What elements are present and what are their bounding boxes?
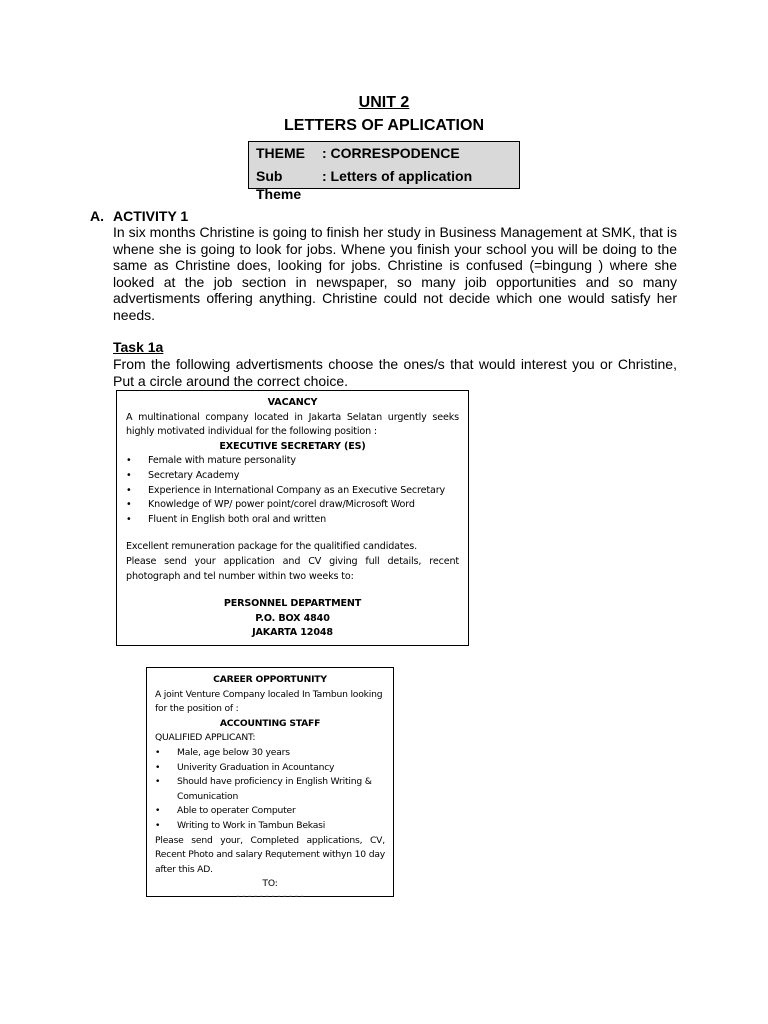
vacancy-advertisement [116,390,469,646]
theme-box [248,141,520,202]
list-item [126,454,459,469]
bullet-icon: • [126,484,132,496]
bullet-icon: • [155,805,161,817]
ad-apply-instructions: Please send your application and CV giving full details, recent photograph and tel number within two weeks to: [126,555,459,582]
requirement-text: Male, age below 30 years [177,746,290,758]
qualified-applicant-label: QUALIFIED APPLICANT: [155,732,256,744]
bullet-icon: • [155,746,161,758]
requirement-text: Able to operater Computer [177,805,296,817]
list-item [155,804,385,819]
task-title: Task 1a [113,339,164,355]
list-item [126,513,459,528]
subtheme-label: Sub Theme [256,168,302,202]
requirement-text: Female with mature personality [148,455,296,467]
career-opportunity-advertisement [146,667,394,900]
requirement-text: Experience in International Company as an Executive Secretary [148,484,446,496]
requirement-text: Fluent in English both oral and written [148,513,327,525]
ad-apply-instructions: Please send your, Completed applications, CV, Recent Photo and salary Requtement withyn 10 day after this AD. [155,834,385,875]
ad-address-line: PERSONNEL DEPARTMENT [223,598,362,610]
unit-title: UNIT 2 [358,94,410,111]
ad-intro: A multinational company located in Jakarta Selatan urgently seeks highly motivated individual for the following position : [126,411,459,438]
list-item [126,469,459,484]
bullet-icon: • [155,776,161,788]
subtheme-value: : Letters of application [322,168,473,184]
bullet-icon: • [126,469,132,481]
task-instructions: From the following advertisments choose the ones/s that would interest you or Christine, Put a circle around the correct choice. [113,356,677,389]
list-item [155,746,385,761]
ad-position: EXECUTIVE SECRETARY (ES) [219,440,366,452]
bullet-icon: • [155,819,161,831]
document-title: LETTERS OF APLICATION [284,117,484,134]
bullet-icon: • [126,455,132,467]
cut-off-text-line: - - - - - - - - - - - - [236,891,304,900]
requirement-text: Should have proficiency in English Writing & Comunication [177,776,372,802]
bullet-icon: • [155,761,161,773]
ad-intro: A joint Venture Company localed In Tambun looking for the position of : [155,688,383,715]
list-item [126,498,459,513]
ad-position: ACCOUNTING STAFF [219,717,321,729]
activity-letter: A. [90,208,104,224]
theme-row [256,144,460,162]
ad-heading: CAREER OPPORTUNITY [213,674,327,685]
theme-label: THEME [256,145,305,161]
spacer [126,584,459,597]
requirement-text: Secretary Academy [148,469,240,481]
activity-paragraph: In six months Christine is going to finish her study in Business Management at SMK, that is whene she is going to look for jobs. Whene you finish your school you will be doing to the same as Christine does, looking for jobs. Christine is confused (=bingung ) where she looked at the job section in newspaper, so many joib opportunities and so many advertisments offering anything. Christine could not decide which one would satisfy her needs. [113,224,677,323]
activity-heading [90,208,188,224]
ad-heading: VACANCY [267,397,318,408]
ad-address-line: P.O. BOX 4840 [255,612,330,624]
list-item [155,761,385,776]
bullet-icon: • [126,513,132,525]
requirements-list [126,454,459,527]
activity-title: ACTIVITY 1 [113,208,189,224]
requirement-text: Univerity Graduation in Acountancy [177,761,335,773]
ad-remuneration: Excellent remuneration package for the qualitified candidates. [126,541,418,553]
requirement-text: Writing to Work in Tambun Bekasi [177,819,326,831]
list-item [155,775,385,804]
subtheme-row [256,167,473,202]
ad-to-label: TO: [262,878,278,890]
ad-address-line: JAKARTA 12048 [252,627,333,639]
list-item [126,484,459,499]
list-item [155,819,385,834]
spacer [126,527,459,540]
theme-value: : CORRESPODENCE [322,145,460,161]
bullet-icon: • [126,499,132,511]
requirements-list [155,746,385,834]
requirement-text: Knowledge of WP/ power point/corel draw/Microsoft Word [148,499,415,511]
